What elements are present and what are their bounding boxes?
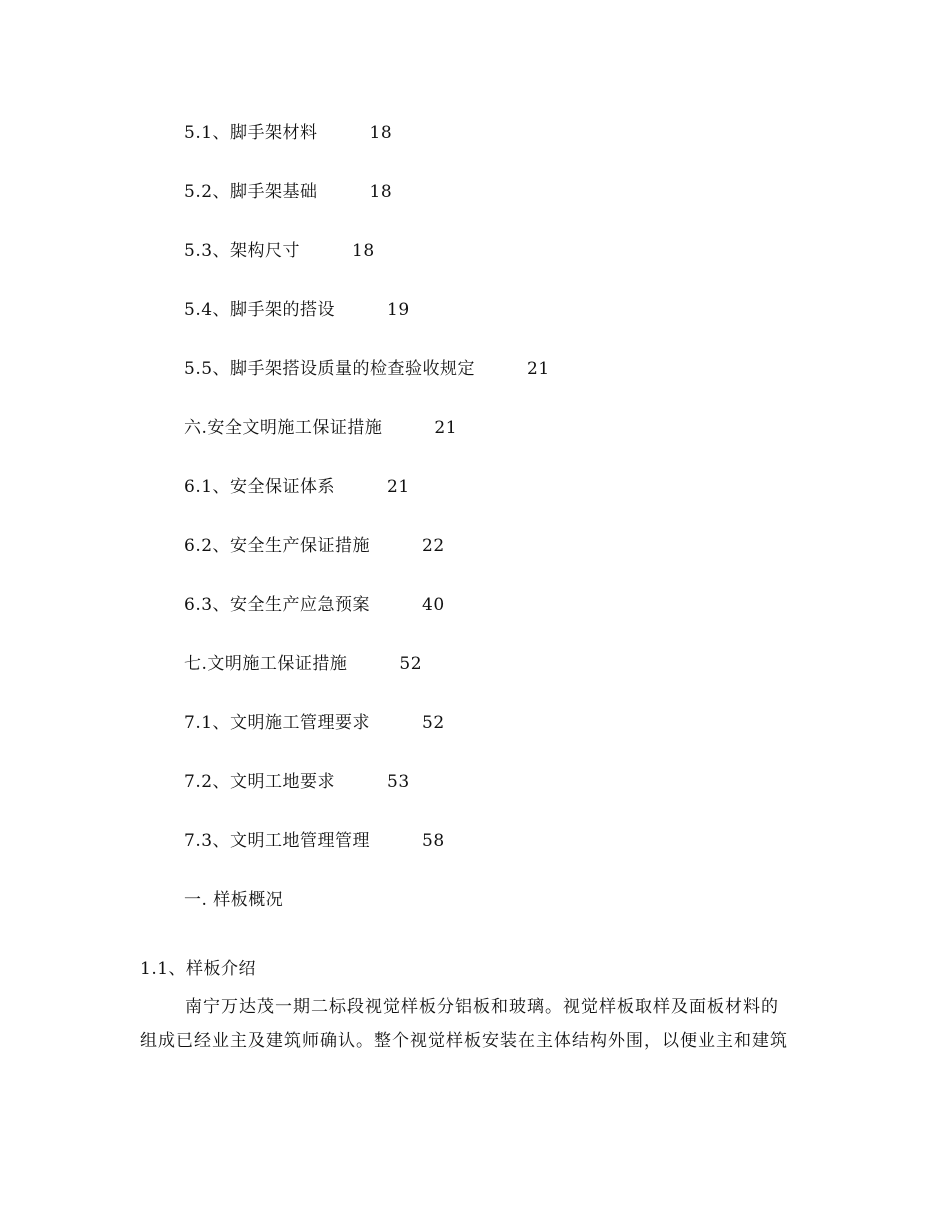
toc-entry-label: 5.1、脚手架材料	[184, 123, 318, 143]
toc-entry-page: 19	[387, 300, 410, 320]
toc-entry[interactable]	[184, 239, 375, 263]
toc-entry-label: 6.3、安全生产应急预案	[184, 595, 371, 615]
toc-entry-page: 58	[422, 831, 445, 851]
toc-entry-label: 5.2、脚手架基础	[184, 182, 318, 202]
body-paragraph	[140, 990, 820, 1058]
toc-entry-page: 21	[527, 359, 550, 379]
toc-entry[interactable]	[184, 121, 392, 145]
toc-entry-page: 18	[369, 182, 393, 202]
toc-entry-label: 5.5、脚手架搭设质量的检查验收规定	[184, 359, 476, 379]
toc-entry-label: 6.1、安全保证体系	[184, 477, 336, 497]
paragraph-line: 南宁万达茂一期二标段视觉样板分铝板和玻璃。视觉样板取样及面板材料的	[185, 997, 779, 1017]
toc-entry[interactable]	[184, 475, 410, 499]
toc-entry[interactable]	[184, 534, 445, 558]
toc-entry[interactable]	[184, 593, 445, 617]
toc-entry[interactable]	[184, 416, 457, 440]
toc-entry[interactable]	[184, 298, 410, 322]
toc-entry-page: 18	[369, 123, 393, 143]
toc-entry[interactable]	[184, 180, 392, 204]
toc-entry-page: 52	[422, 713, 445, 733]
paragraph-line: 组成已经业主及建筑师确认。整个视觉样板安装在主体结构外围，以便业主和建筑	[140, 1031, 788, 1051]
toc-entry[interactable]	[184, 357, 550, 381]
toc-entry-page: 40	[422, 595, 445, 615]
toc-entry-label: 5.4、脚手架的搭设	[184, 300, 336, 320]
toc-entry-page: 18	[352, 241, 375, 261]
toc-entry-page: 22	[422, 536, 445, 556]
toc-entry-page: 21	[434, 418, 458, 438]
toc-entry-label: 5.3、架构尺寸	[184, 241, 301, 261]
toc-entry-label: 6.2、安全生产保证措施	[184, 536, 371, 556]
section-heading: 一. 样板概况	[184, 890, 284, 910]
toc-entry-page: 21	[387, 477, 410, 497]
toc-entry-label: 7.3、文明工地管理管理	[184, 831, 371, 851]
subsection-heading: 1.1、样板介绍	[140, 959, 257, 979]
toc-entry-page: 53	[387, 772, 410, 792]
toc-entry-label: 六.安全文明施工保证措施	[184, 418, 383, 438]
toc-entry[interactable]	[184, 829, 445, 853]
toc-entry-page: 52	[399, 654, 423, 674]
toc-entry[interactable]	[184, 770, 410, 794]
toc-entry[interactable]	[184, 652, 422, 676]
toc-entry-label: 7.2、文明工地要求	[184, 772, 336, 792]
toc-entry-label: 7.1、文明施工管理要求	[184, 713, 371, 733]
toc-entry-label: 七.文明施工保证措施	[184, 654, 348, 674]
toc-entry[interactable]	[184, 711, 445, 735]
